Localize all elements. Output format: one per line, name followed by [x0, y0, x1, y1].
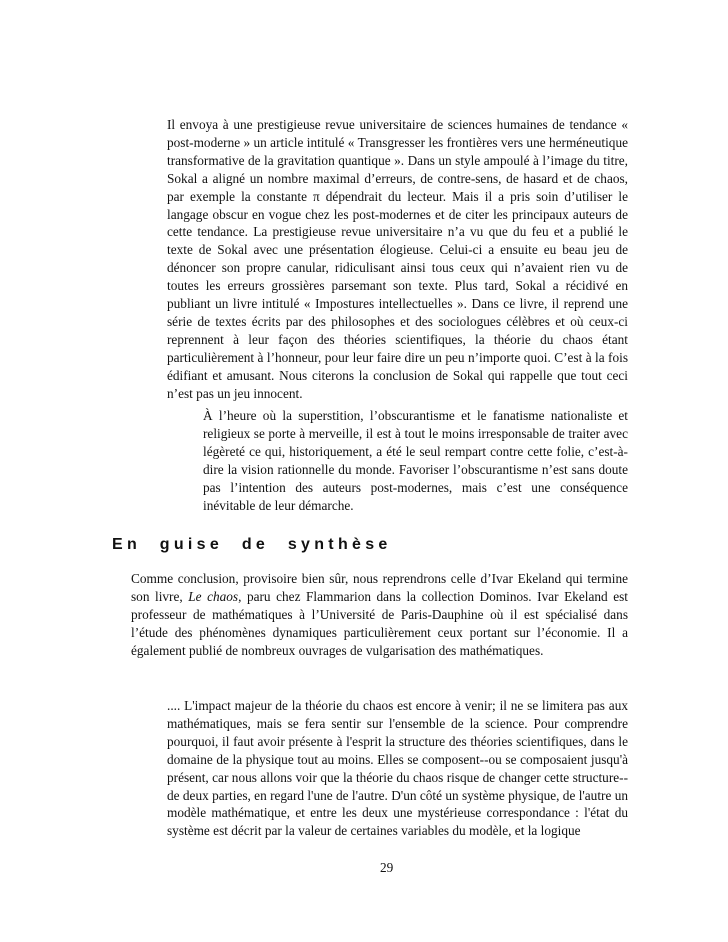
quote-sokal-conclusion: À l’heure où la superstition, l’obscurantisme et le fanatisme nationaliste et religieux se porte à merveille, il est à tout le moins irresponsable de traiter avec légèreté ce qui, historiquement, a été le seul rempart contre cette folie, c’est-à-dire la vision rationnelle du monde. Favoriser l’obscurantisme n’est sans doute pas l’intention des auteurs post-modernes, mais c’est une conséquence inévitable de leur démarche.	[203, 408, 628, 513]
ekeland-intro-text-cont: , paru chez Flammarion dans la collection Dominos. Ivar Ekeland est professeur de mathématiques à l’Université de Paris-Dauphine où il est spécialisé dans l’étude des phénomènes dynamiques particulièrement ceux portant sur l’économie. Il a également publié de nombreux ouvrages de vulgarisation des mathématiques.	[131, 588, 628, 658]
paragraph-sokal-hoax: Il envoya à une prestigieuse revue universitaire de sciences humaines de tendance « post-moderne » un article intitulé « Transgresser les frontières vers une herméneutique transformative de la gravitation quantique ». Dans un style ampoulé à l’image du titre, Sokal a aligné un nombre maximal d’erreurs, de contre-sens, de hasard et de chaos, par exemple la constante π dépendrait du lecteur. Mais il a pris soin d’utiliser le langage obscur en vogue chez les post-modernes et de citer les principaux auteurs de cette tendance. La prestigieuse revue universitaire n’a vu que du feu et a publié le texte de Sokal avec une présentation élogieuse. Celui-ci a ensuite eu beau jeu de dénoncer son propre canular, ridiculisant ainsi tous ceux qui n’avaient rien vu de toutes les erreurs grossières parsemant son texte. Plus tard, Sokal a récidivé en publiant un livre intitulé « Impostures intellectuelles ». Dans ce livre, il reprend une série de textes écrits par des philosophes et des sociologues célèbres et où ceux-ci reprennent à leur façon des théories scientifiques, la théorie du chaos étant particulièrement à l’honneur, pour leur faire dire un peu n’importe quoi. C’est à la fois édifiant et amusant. Nous citerons la conclusion de Sokal qui rappelle que tout ceci n’est pas un jeu innocent.	[167, 117, 628, 401]
quote-ekeland-chaos: .... L'impact majeur de la théorie du chaos est encore à venir; il ne se limitera pas aux mathématiques, mais se fera sentir sur l'ensemble de la science. Pour comprendre pourquoi, il faut avoir présente à l'esprit la structure des théories scientifiques, dans le domaine de la physique tout au moins. Elles se composent--ou se composaient jusqu'à présent, car nous allons voir que la théorie du chaos risque de changer cette structure-- de deux parties, en regard l'une de l'autre. D'un côté un système physique, de l'autre un modèle mathématique, et entre les deux une mystérieuse correspondance : l'état du système est décrit par la valeur de certaines variables du modèle, et la logique	[167, 698, 628, 839]
page-number: 29	[380, 860, 394, 875]
book-title: Le chaos	[188, 588, 239, 604]
ekeland-intro-text: Comme conclusion, provisoire bien sûr, nous reprendrons celle d’Ivar Ekeland qui termine son livre,	[131, 571, 628, 604]
paragraph-ekeland-intro	[131, 570, 628, 660]
section-heading: En guise de synthèse	[112, 536, 392, 553]
